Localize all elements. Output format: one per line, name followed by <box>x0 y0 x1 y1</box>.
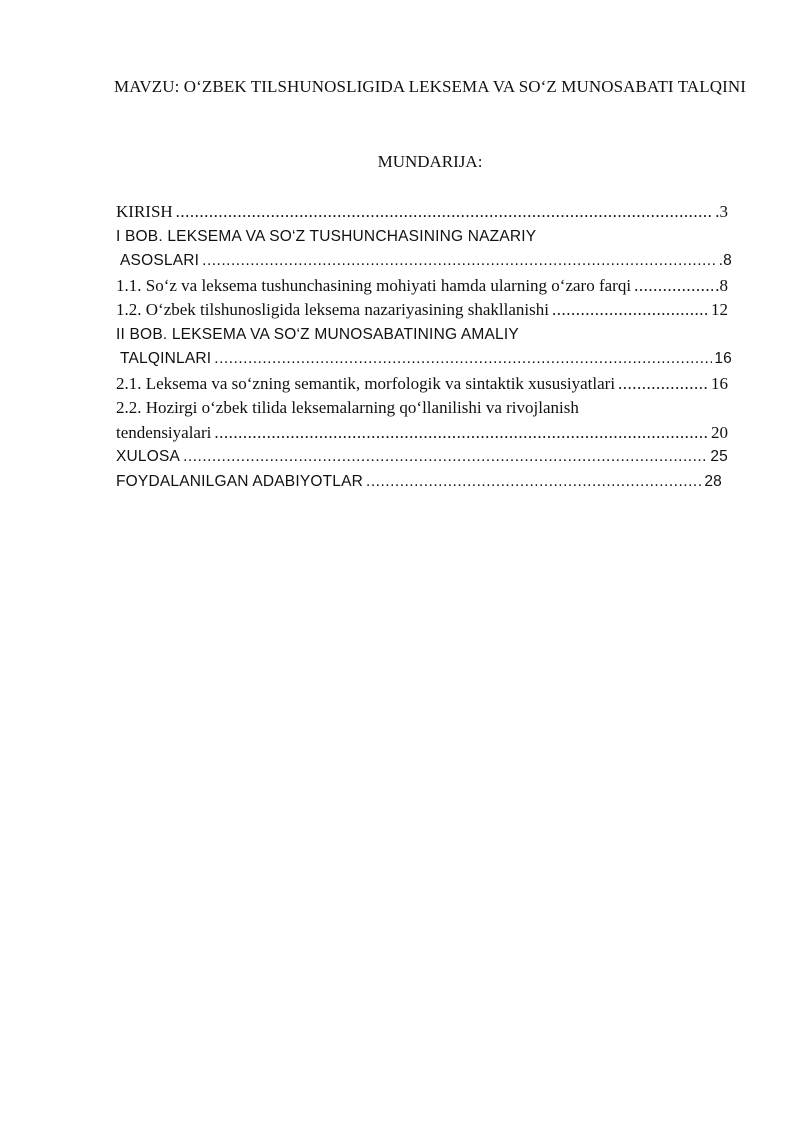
toc-leader-dots <box>552 298 709 323</box>
toc-heading: MUNDARIJA: <box>377 152 483 171</box>
toc-leader-dots <box>183 445 708 470</box>
toc-entry-adabiyotlar[interactable] <box>116 470 722 495</box>
toc-entry-page: .8 <box>718 252 732 269</box>
toc-leader-dots <box>366 470 702 495</box>
toc-leader-dots <box>634 274 713 299</box>
toc-entry-text: 1.2. O‘zbek tilshunosligida leksema nazariyasining shakllanishi <box>116 300 549 319</box>
toc-entry-text: 2.1. Leksema va so‘zning semantik, morfologik va sintaktik xususiyatlari <box>116 373 616 393</box>
toc-entry-page: 16 <box>711 373 728 393</box>
toc-entry-page: .8 <box>715 275 728 295</box>
toc-entry-page: 12 <box>711 300 728 319</box>
toc-leader-dots <box>202 249 717 274</box>
toc-leader-dots <box>618 372 709 397</box>
toc-entry-chapter1-line1[interactable]: I BOB. LEKSEMA VA SO‘Z TUSHUNCHASINING NAZARIY <box>116 227 537 245</box>
toc-entry-2-1[interactable] <box>116 372 728 397</box>
toc-entry-page: 28 <box>704 472 722 490</box>
toc-entry-2-2-line1[interactable]: 2.2. Hozirgi o‘zbek tilida leksemalarning qo‘llanilishi va rivojlanish <box>116 398 579 417</box>
toc-entry-chapter2[interactable] <box>116 347 732 372</box>
toc-entry-xulosa[interactable] <box>116 445 728 470</box>
toc-entry-text: TALQINLARI <box>120 350 212 367</box>
table-of-contents <box>116 200 736 494</box>
toc-entry-1-2[interactable] <box>116 298 728 323</box>
toc-entry-text: tendensiyalari <box>116 422 212 442</box>
toc-entry-page: 20 <box>711 422 728 442</box>
document-title: MAVZU: O‘ZBEK TILSHUNOSLIGIDA LEKSEMA VA SO‘Z MUNOSABATI TALQINI <box>113 77 746 96</box>
toc-entry-text: FOYDALANILGAN ADABIYOTLAR <box>116 472 364 490</box>
toc-entry-kirish[interactable] <box>116 200 728 225</box>
toc-entry-chapter2-line1[interactable]: II BOB. LEKSEMA VA SO‘Z MUNOSABATINING AMALIY <box>116 325 519 343</box>
toc-entry-2-2[interactable] <box>116 421 728 446</box>
toc-entry-page: 25 <box>710 448 728 465</box>
toc-entry-page: 16 <box>714 350 732 367</box>
toc-entry-text: XULOSA <box>116 448 181 465</box>
toc-entry-page: .3 <box>715 202 728 221</box>
toc-entry-1-1[interactable] <box>116 274 728 299</box>
toc-entry-text: KIRISH <box>116 202 173 221</box>
toc-leader-dots <box>214 347 712 372</box>
toc-leader-dots <box>176 200 714 225</box>
toc-leader-dots <box>214 421 709 446</box>
toc-entry-text: ASOSLARI <box>120 252 200 269</box>
toc-entry-chapter1[interactable] <box>116 249 732 274</box>
toc-entry-text: 1.1. So‘z va leksema tushunchasining mohiyati hamda ularning o‘zaro farqi <box>116 275 632 295</box>
